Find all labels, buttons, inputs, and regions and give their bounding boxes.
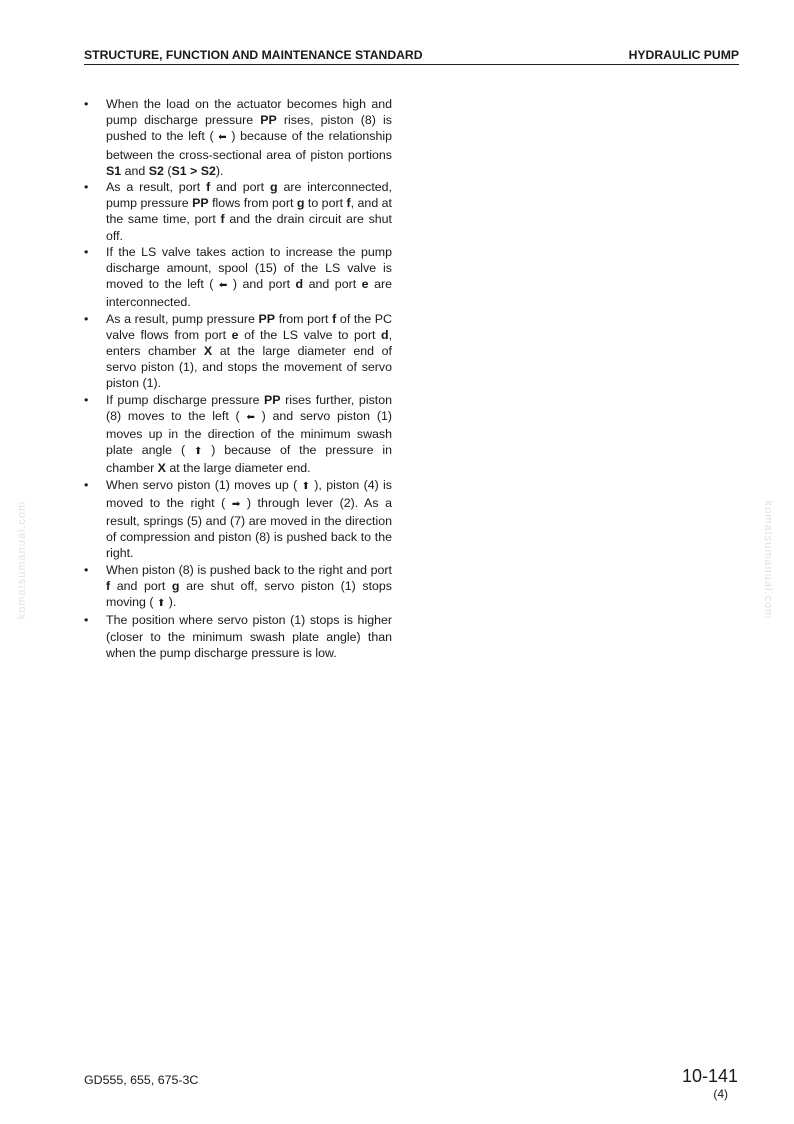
bullet-icon: • bbox=[84, 562, 89, 577]
text-run: ). bbox=[215, 163, 224, 178]
text-run: at the large diameter end. bbox=[165, 461, 311, 476]
page-number: 10-141 bbox=[681, 1066, 738, 1086]
list-item bbox=[84, 96, 392, 179]
list-item bbox=[84, 477, 392, 562]
bold-term: S1 bbox=[106, 163, 122, 178]
text-run: rises, piston (8) is pushed to the left ( bbox=[106, 113, 392, 144]
arrow-up-icon: ⬆ bbox=[193, 446, 203, 458]
text-run: As a result, pump pressure bbox=[106, 311, 259, 326]
bold-term: g bbox=[269, 180, 278, 195]
arrow-right-icon: ➡ bbox=[231, 498, 241, 510]
bold-term: PP bbox=[258, 311, 276, 326]
text-run: ) and servo piston (1) moves up in the direction of the minimum swash plate angle ( bbox=[106, 408, 392, 458]
text-run: ) through lever (2). As a result, springs (5) and (7) are moved in the direction of compression and piston (8) is pushed back to the right. bbox=[106, 495, 392, 561]
text-run: When servo piston (1) moves up ( bbox=[106, 477, 302, 492]
text-run: flows from port bbox=[208, 196, 297, 211]
arrow-left-icon: ⬅ bbox=[218, 280, 228, 292]
list-item bbox=[84, 562, 392, 613]
page-header bbox=[84, 48, 739, 65]
bold-term: f bbox=[206, 180, 211, 195]
text-run: of the PC valve flows from port bbox=[106, 311, 392, 342]
text-run: and port bbox=[210, 180, 270, 195]
text-run: ) and port bbox=[227, 277, 296, 292]
arrow-up-icon: ⬆ bbox=[156, 598, 166, 610]
bold-term: X bbox=[157, 461, 166, 476]
text-run: ). bbox=[165, 595, 177, 610]
bullet-icon: • bbox=[84, 392, 89, 407]
text-run: The position where servo piston (1) stops is higher (closer to the minimum swash plate angle) than when the pump discharge pressure is low. bbox=[106, 613, 392, 660]
model-number: GD555, 655, 675-3C bbox=[84, 1073, 199, 1087]
list-item bbox=[84, 244, 392, 311]
bold-term: f bbox=[106, 578, 111, 593]
text-run: ) because of the pressure in chamber bbox=[106, 443, 392, 476]
watermark-left: komatsumanual.com bbox=[16, 500, 28, 620]
text-run: and bbox=[121, 163, 149, 178]
bullet-icon: • bbox=[84, 613, 89, 628]
text-run: and port bbox=[303, 277, 362, 292]
list-item bbox=[84, 392, 392, 477]
bold-term: g bbox=[171, 578, 180, 593]
bold-term: X bbox=[203, 344, 213, 359]
text-run: ), piston (4) is moved to the right ( bbox=[106, 477, 393, 510]
text-run: , enters chamber bbox=[106, 327, 393, 359]
bold-term: PP bbox=[264, 392, 281, 407]
text-run: from port bbox=[275, 311, 333, 326]
revision-number: (4) bbox=[713, 1087, 728, 1101]
text-run: If the LS valve takes action to increase the pump discharge amount, spool (15) of the LS valve is moved to the left ( bbox=[106, 244, 392, 292]
text-run: ( bbox=[163, 163, 172, 178]
text-run: , and at the same time, port bbox=[106, 196, 393, 227]
bullet-icon: • bbox=[84, 180, 89, 195]
bold-term: f bbox=[346, 196, 351, 211]
bullet-icon: • bbox=[84, 477, 89, 492]
text-run: are interconnected, pump pressure bbox=[106, 180, 392, 211]
bold-term: f bbox=[332, 311, 337, 326]
arrow-left-icon: ⬅ bbox=[246, 411, 255, 423]
bold-term: f bbox=[220, 212, 225, 227]
chapter-title: HYDRAULIC PUMP bbox=[628, 48, 739, 62]
bullet-list bbox=[84, 96, 392, 661]
list-item bbox=[84, 311, 392, 392]
text-run: are interconnected. bbox=[106, 277, 392, 310]
text-run: at the large diameter end of servo piston (1), and stops the movement of servo piston (1). bbox=[106, 344, 393, 391]
text-run: ) because of the relationship between the cross-sectional area of piston portions bbox=[106, 129, 392, 162]
watermark-right: komatsumanual.com bbox=[762, 500, 774, 620]
text-run: As a result, port bbox=[106, 180, 207, 195]
text-run: and the drain circuit are shut off. bbox=[106, 212, 392, 243]
arrow-up-icon: ⬆ bbox=[301, 480, 310, 492]
bold-term: e bbox=[231, 327, 239, 342]
body-text bbox=[84, 96, 392, 661]
bold-term: g bbox=[296, 196, 305, 211]
bold-term: d bbox=[380, 327, 389, 342]
section-title: STRUCTURE, FUNCTION AND MAINTENANCE STANDARD bbox=[84, 48, 423, 62]
bold-term: d bbox=[295, 277, 304, 292]
bullet-icon: • bbox=[84, 311, 89, 326]
text-run: and port bbox=[110, 578, 172, 593]
text-run: If pump discharge pressure bbox=[106, 392, 265, 407]
bullet-icon: • bbox=[84, 97, 89, 111]
bold-term: PP bbox=[192, 196, 209, 211]
text-run: to port bbox=[304, 196, 347, 211]
text-run: of the LS valve to port bbox=[238, 327, 381, 342]
arrow-left-icon: ⬅ bbox=[218, 132, 227, 144]
bullet-icon: • bbox=[84, 244, 89, 259]
list-item bbox=[84, 612, 392, 661]
bold-term: e bbox=[361, 277, 369, 292]
text-run: are shut off, servo piston (1) stops moving ( bbox=[106, 578, 392, 610]
bold-term: PP bbox=[260, 113, 277, 128]
bold-term: S2 bbox=[148, 163, 164, 178]
text-run: When piston (8) is pushed back to the right and port bbox=[106, 562, 392, 577]
bold-term: S1 > S2 bbox=[171, 163, 216, 178]
list-item bbox=[84, 179, 392, 244]
text-run: rises further, piston (8) moves to the left ( bbox=[106, 392, 392, 423]
text-run: When the load on the actuator becomes high and pump discharge pressure bbox=[106, 97, 392, 128]
